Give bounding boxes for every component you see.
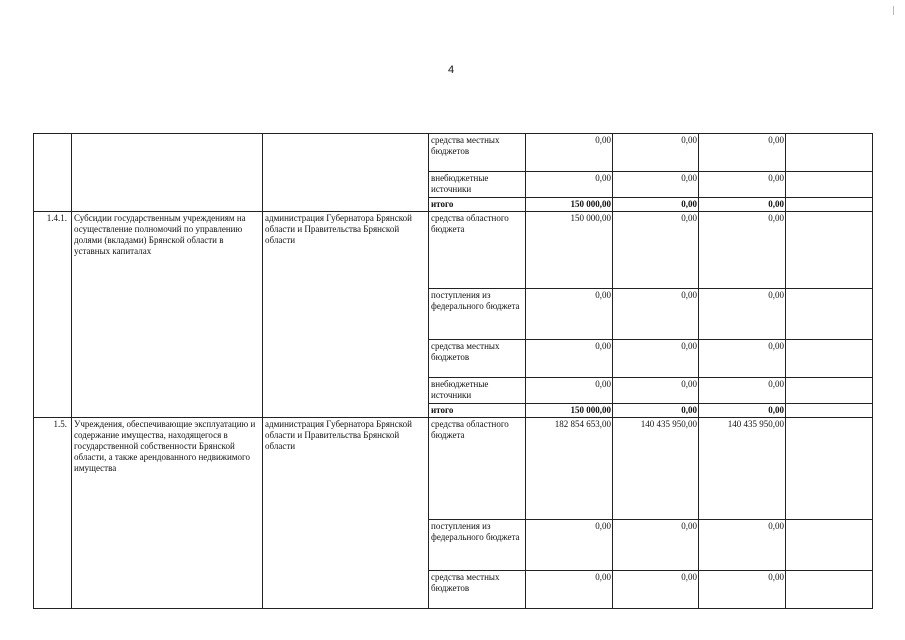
empty-cell [786, 289, 873, 340]
value-cell: 0,00 [613, 404, 699, 418]
value-cell: 0,00 [526, 289, 613, 340]
value-cell: 150 000,00 [526, 198, 613, 212]
value-cell: 0,00 [613, 340, 699, 378]
value-cell: 0,00 [699, 571, 786, 609]
value-cell: 0,00 [526, 520, 613, 571]
value-cell: 0,00 [613, 198, 699, 212]
executor-cell: администрация Губернатора Брянской области и Правительства Брянской области [263, 212, 429, 418]
value-cell: 0,00 [613, 134, 699, 172]
source-cell: поступления из федерального бюджета [429, 520, 526, 571]
code-cell: 1.4.1. [34, 212, 72, 418]
source-cell: средства местных бюджетов [429, 340, 526, 378]
empty-cell [786, 418, 873, 520]
source-cell: средства местных бюджетов [429, 134, 526, 172]
code-cell [34, 134, 72, 212]
value-cell: 0,00 [699, 134, 786, 172]
value-cell: 0,00 [526, 172, 613, 198]
empty-cell [786, 520, 873, 571]
value-cell: 0,00 [699, 289, 786, 340]
empty-cell [786, 172, 873, 198]
page-number: 4 [448, 64, 455, 76]
value-cell: 0,00 [613, 172, 699, 198]
empty-cell [786, 198, 873, 212]
source-cell: средства областного бюджета [429, 418, 526, 520]
value-cell: 140 435 950,00 [613, 418, 699, 520]
value-cell: 0,00 [526, 378, 613, 404]
source-cell: внебюджетные источники [429, 172, 526, 198]
value-cell: 0,00 [526, 340, 613, 378]
value-cell: 0,00 [699, 340, 786, 378]
value-cell: 0,00 [699, 378, 786, 404]
executor-cell: администрация Губернатора Брянской области и Правительства Брянской области [263, 418, 429, 609]
source-cell: итого [429, 404, 526, 418]
value-cell: 0,00 [613, 212, 699, 289]
value-cell: 182 854 653,00 [526, 418, 613, 520]
source-cell: средства местных бюджетов [429, 571, 526, 609]
value-cell: 0,00 [699, 520, 786, 571]
name-cell: Субсидии государственным учреждениям на осуществление полномочий по управлению долями (вкладами) Брянской области в уставных капиталах [72, 212, 263, 418]
empty-cell [786, 404, 873, 418]
value-cell: 150 000,00 [526, 212, 613, 289]
value-cell: 0,00 [613, 520, 699, 571]
empty-cell [786, 340, 873, 378]
scan-edge-mark [893, 6, 894, 15]
empty-cell [786, 378, 873, 404]
source-cell: средства областного бюджета [429, 212, 526, 289]
table-row [34, 212, 873, 289]
value-cell: 0,00 [613, 289, 699, 340]
source-cell: итого [429, 198, 526, 212]
value-cell: 0,00 [526, 571, 613, 609]
executor-cell [263, 134, 429, 212]
source-cell: внебюджетные источники [429, 378, 526, 404]
name-cell [72, 134, 263, 212]
value-cell: 150 000,00 [526, 404, 613, 418]
value-cell: 0,00 [613, 378, 699, 404]
value-cell: 0,00 [613, 571, 699, 609]
empty-cell [786, 212, 873, 289]
name-cell: Учреждения, обеспечивающие эксплуатацию и содержание имущества, находящегося в государственной собственности Брянской области, а также арендованного недвижимого имущества [72, 418, 263, 609]
empty-cell [786, 134, 873, 172]
value-cell: 0,00 [699, 404, 786, 418]
table-row [34, 134, 873, 172]
empty-cell [786, 571, 873, 609]
budget-table [33, 133, 873, 609]
code-cell: 1.5. [34, 418, 72, 609]
value-cell: 0,00 [699, 172, 786, 198]
value-cell: 0,00 [699, 212, 786, 289]
table-row [34, 418, 873, 520]
source-cell: поступления из федерального бюджета [429, 289, 526, 340]
value-cell: 0,00 [526, 134, 613, 172]
value-cell: 140 435 950,00 [699, 418, 786, 520]
value-cell: 0,00 [699, 198, 786, 212]
